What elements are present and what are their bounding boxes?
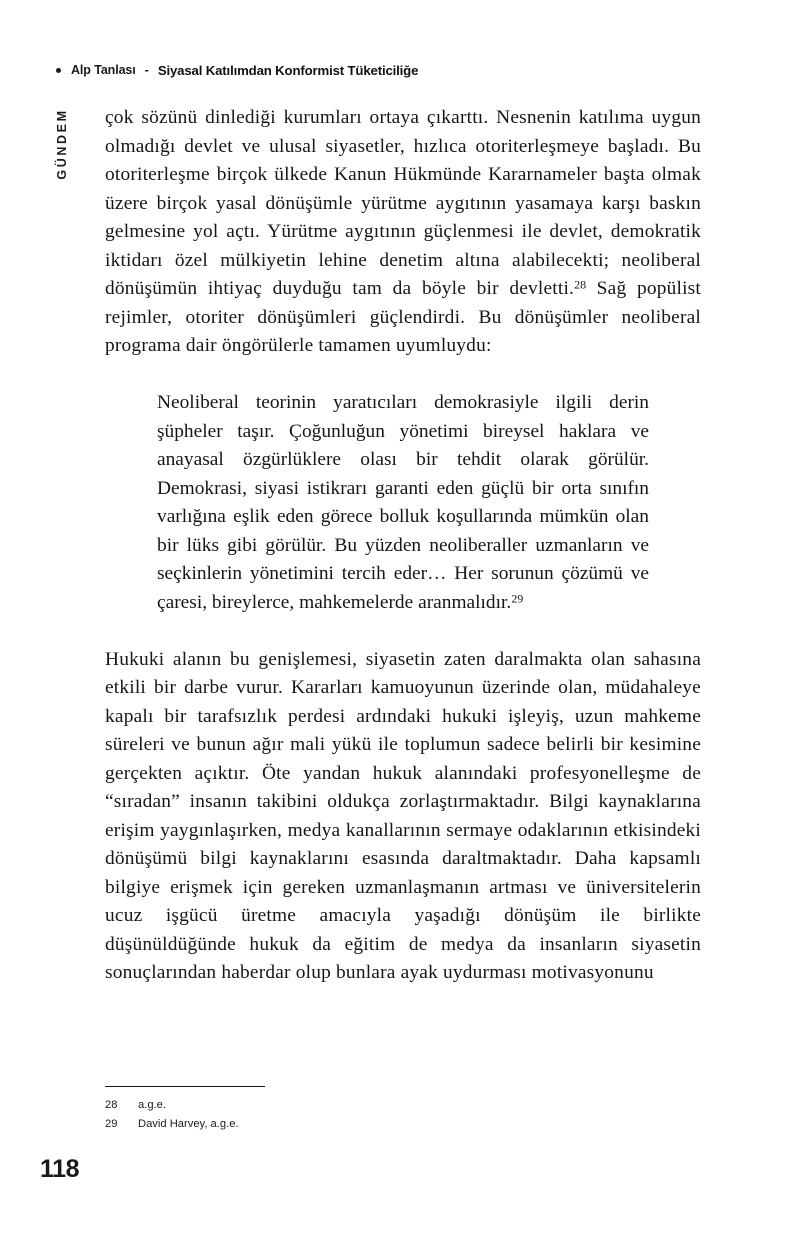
footnote-separator-rule — [105, 1086, 265, 1087]
body-paragraph-2-text: Hukuki alanın bu genişlemesi, siyasetin zaten daralmakta olan sahasına etkili bir darbe vurur. Kararları kamuoyunun üzerinde olan, müdahaleye kapalı bir tarafsızlık perdesi ardındaki hukuki işleyiş, uzun mahkeme süreleri ve bunun ağır mali yükü ile toplumun sadece belirli bir kesimine gerçekten açıktır. Öte yandan hukuk alanındaki profesyonelleşme de “sıradan” insanın takibini oldukça zorlaştırmaktadır. Bilgi kaynaklarına erişim yaygınlaşırken, medya kanallarının sermaye odaklarının etkisindeki dönüşümü bilgi kaynaklarını esasında daraltmaktadır. Daha kapsamlı bilgiye erişmek için gereken uzmanlaşmanın artması ve üniversitelerin ucuz işgücü üretme amacıyla yaşadığı dönüşüm ile birlikte düşünüldüğünde hukuk da eğitim de medya da insanların siyasetin sonuçlarından haberdar olup bunlara ayak uydurması motivasyonunu — [105, 648, 701, 983]
running-head — [56, 60, 716, 80]
block-quote-paragraph — [157, 389, 649, 617]
section-tab-label: GÜNDEM — [55, 108, 69, 180]
footnote-number: 29 — [105, 1118, 118, 1130]
footnote-item — [105, 1096, 701, 1115]
footnote-marker-29[interactable]: 29 — [511, 590, 524, 605]
bullet-icon — [56, 68, 61, 73]
footnotes-area — [105, 1086, 701, 1134]
block-quote-text: Neoliberal teorinin yaratıcıları demokrasiyle ilgili derin şüpheler taşır. Çoğunluğun yönetimi bireysel haklara ve anayasal özgürlüklere olası bir tehdit olarak görülür. Demokrasi, siyasi istikrarı garanti eden güçlü bir orta sınıfın varlığına eşlik eden görece bolluk koşullarında mümkün olan bir lüks gibi görülür. Bu yüzden neoliberaller uzmanların ve seçkinlerin yönetimini tercih eder… Her sorunun çözümü ve çaresi, bireylerce, mahkemelerde aranmalıdır. — [157, 392, 649, 613]
footnote-number: 28 — [105, 1099, 118, 1111]
footnote-text: David Harvey, a.g.e. — [138, 1118, 239, 1130]
block-quote — [157, 389, 649, 617]
running-head-title: Siyasal Katılımdan Konformist Tüketiciliğe — [157, 62, 419, 78]
body-paragraph-1-continuation: Sağ popülist rejimler, otoriter dönüşümleri güçlendirdi. Bu dönüşümler neoliberal programa dair öngörülerle tamamen uyumluydu: — [105, 278, 701, 356]
body-paragraph-1 — [105, 104, 701, 361]
footnote-marker-28[interactable]: 28 — [574, 277, 587, 292]
footnote-text: a.g.e. — [138, 1099, 166, 1111]
text-column — [105, 104, 701, 988]
running-head-separator: - — [144, 63, 149, 77]
body-paragraph-2 — [105, 646, 701, 988]
footnote-item — [105, 1115, 701, 1134]
body-paragraph-1-text: çok sözünü dinlediği kurumları ortaya çıkarttı. Nesnenin katılıma uygun olmadığı devlet ve ulusal siyasetler, hızlıca otoriterleşmeye başladı. Bu otoriterleşme birçok ülkede Kanun Hükmünde Kararnameler başta olmak üzere birçok yasal dönüşümle yürütme aygıtının yasamaya karşı baskın gelmesine yol açtı. Yürütme aygıtının güçlenmesi ile devlet, demokratik iktidarı özel mülkiyetin lehine denetim altına alabilecekti; neoliberal dönüşümün ihtiyaç duyduğu tam da böyle bir devletti. — [105, 107, 701, 299]
section-tab — [50, 96, 74, 192]
running-head-author: Alp Tanlası — [71, 63, 136, 77]
page-number: 118 — [40, 1155, 80, 1183]
